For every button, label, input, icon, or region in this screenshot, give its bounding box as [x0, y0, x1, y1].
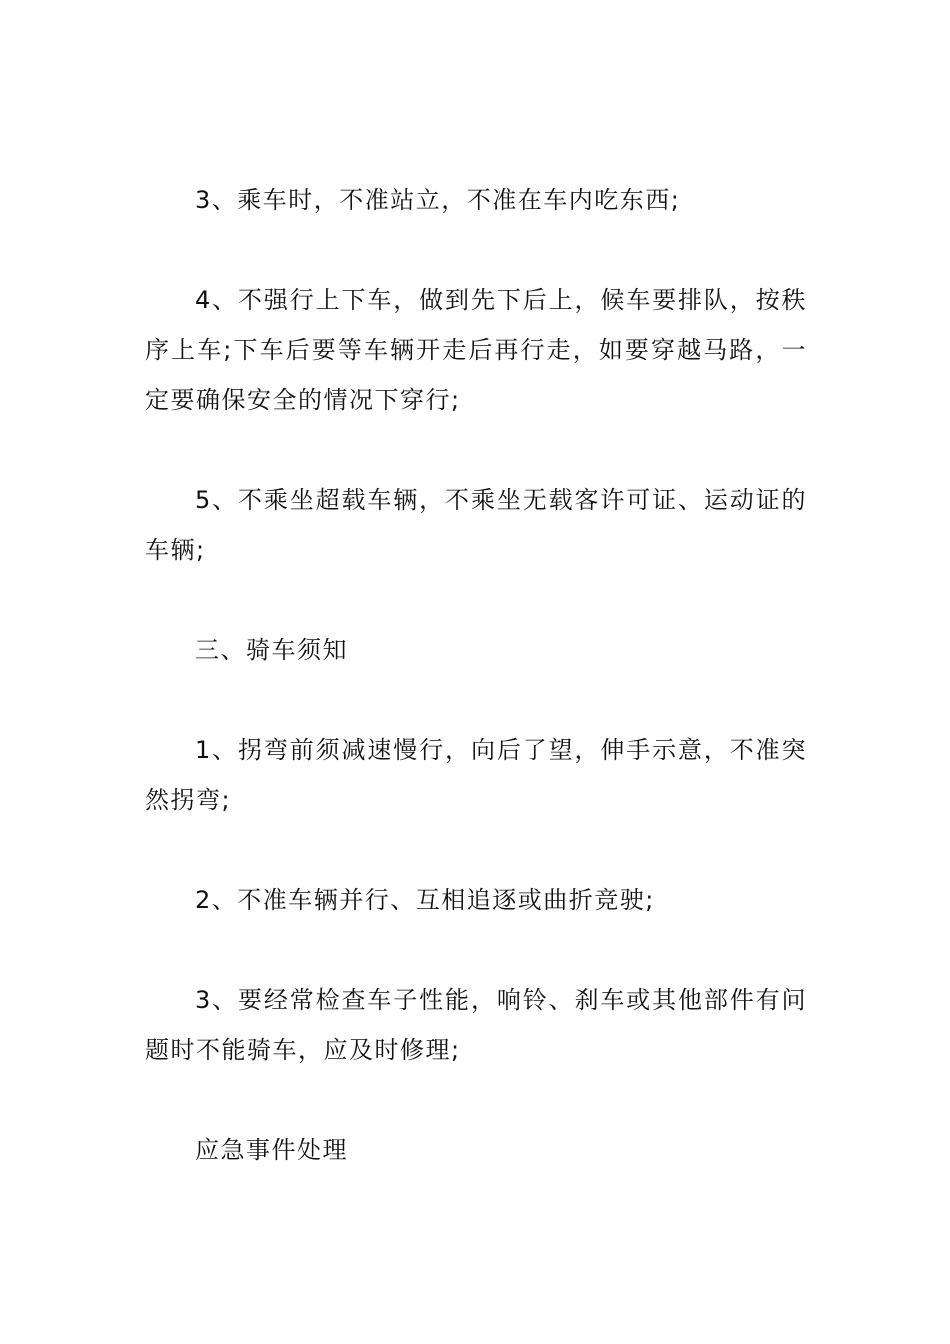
- paragraph-rule-3-riding: 3、乘车时，不准站立，不准在车内吃东西;: [195, 186, 681, 214]
- document-body: [145, 175, 807, 1175]
- paragraph-cycling-rule-2: 2、不准车辆并行、互相追逐或曲折竞驶;: [195, 886, 655, 914]
- paragraph-rule-5-overloaded: 5、不乘坐超载车辆，不乘坐无载客许可证、运动证的车辆;: [145, 486, 807, 564]
- paragraph-rule-4-boarding: 4、不强行上下车，做到先下后上，候车要排队，按秩序上车;下车后要等车辆开走后再行走，如要穿越马路，一定要确保安全的情况下穿行;: [145, 286, 807, 414]
- paragraph-cycling-rule-1: 1、拐弯前须减速慢行，向后了望，伸手示意，不准突然拐弯;: [145, 736, 807, 814]
- paragraph-cycling-rule-3: 3、要经常检查车子性能，响铃、刹车或其他部件有问题时不能骑车，应及时修理;: [145, 986, 807, 1064]
- section-heading-cycling: 三、骑车须知: [195, 636, 348, 664]
- section-heading-emergency: 应急事件处理: [195, 1136, 348, 1164]
